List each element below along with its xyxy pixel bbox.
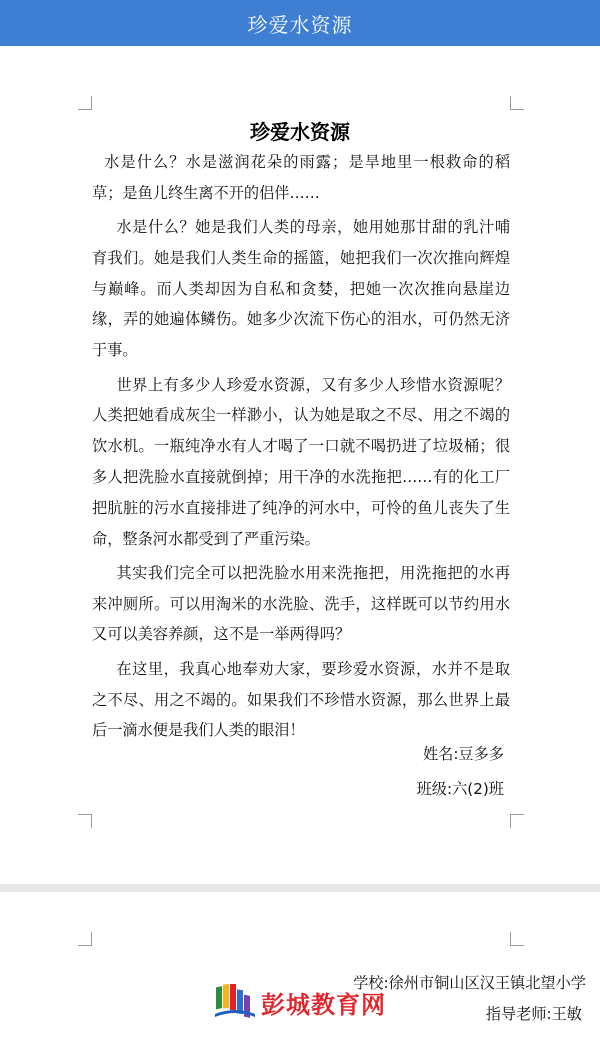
open-book-logo-icon [213, 980, 257, 1024]
margin-corner-bottom-left [78, 814, 92, 828]
page-divider [0, 884, 600, 892]
margin-corner-top-left [78, 932, 92, 946]
margin-corner-bottom-right [510, 814, 524, 828]
teacher-name: 指导老师:王敏 [485, 1005, 582, 1023]
author-class: 班级:六(2)班 [416, 780, 504, 798]
paragraph: 其实我们完全可以把洗脸水用来洗拖把，用洗拖把的水再来冲厕所。可以用淘米的水洗脸、洗手，这样既可以节约用水又可以美容养颜，这不是一举两得吗？ [92, 563, 510, 644]
document-page[interactable] [0, 46, 600, 884]
brand-logo [213, 982, 386, 1022]
margin-corner-top-right [510, 932, 524, 946]
brand-name: 彭城教育网 [261, 990, 386, 1019]
school-name: 学校:徐州市铜山区汉王镇北望小学 [353, 974, 586, 992]
paragraph: 水是什么？水是滋润花朵的雨露；是旱地里一根救命的稻草；是鱼儿终生离不开的侣伴…… [92, 153, 510, 202]
margin-corner-top-left [78, 96, 92, 110]
app-title: 珍爱水资源 [247, 12, 353, 37]
paragraph: 水是什么？她是我们人类的母亲，她用她那甘甜的乳汁哺育我们。她是我们人类生命的摇篮，她把我们一次次推向辉煌与巅峰。而人类却因为自私和贪婪，把她一次次推向悬崖边缘，弄的她遍体鳞伤。她多少次流下伤心的泪水，可仍然无济于事。 [92, 218, 510, 360]
author-name: 姓名:豆多多 [422, 745, 504, 763]
app-header [0, 0, 600, 46]
paragraph: 世界上有多少人珍爱水资源，又有多少人珍惜水资源呢？人类把她看成灰尘一样渺小，认为她是取之不尽、用之不竭的饮水机。一瓶纯净水有人才喝了一口就不喝扔进了垃圾桶；很多人把洗脸水直接就倒掉；用干净的水洗拖把……有的化工厂把肮脏的污水直接排进了纯净的河水中，可怜的鱼儿丧失了生命，整条河水都受到了严重污染。 [92, 375, 510, 548]
paragraph: 在这里，我真心地奉劝大家，要珍爱水资源，水并不是取之不尽、用之不竭的。如果我们不珍惜水资源，那么世界上最后一滴水便是我们人类的眼泪！ [92, 659, 510, 740]
document-title: 珍爱水资源 [250, 120, 350, 144]
document-body [92, 147, 510, 746]
document-page-2[interactable] [0, 892, 600, 1053]
margin-corner-top-right [510, 96, 524, 110]
